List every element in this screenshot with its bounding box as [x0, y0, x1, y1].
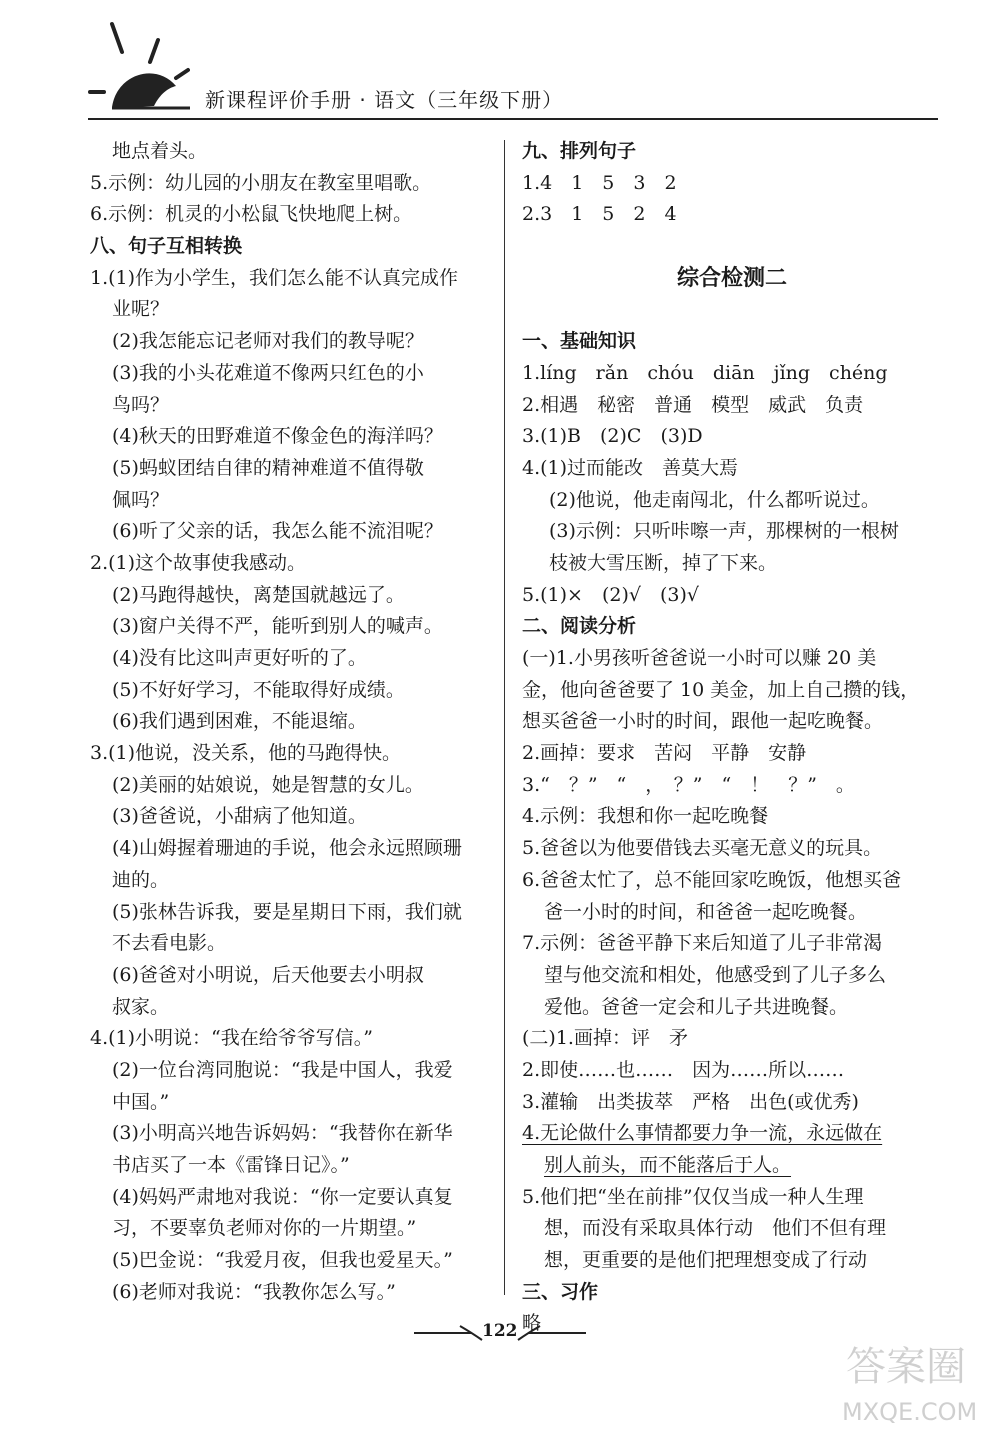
section-heading: 一、基础知识 — [522, 330, 637, 353]
answer-line: 5.他们把“坐在前排”仅仅当成一种人生理 — [522, 1185, 864, 1208]
answer-line: 金，他向爸爸要了 10 美金，加上自己攒的钱， — [522, 678, 920, 701]
answer-line: (4)妈妈严肃地对我说：“你一定要认真复 — [112, 1185, 453, 1208]
answer-line: 中国。” — [112, 1090, 170, 1113]
answer-line: 1.líng rǎn chóu diān jǐng chéng — [522, 361, 888, 384]
right-column — [522, 136, 942, 1340]
answer-line: 想，而没有采取具体行动 他们不但有理 — [544, 1217, 887, 1240]
column-divider — [504, 140, 505, 1295]
answer-line: (6)爸爸对小明说，后天他要去小明叔 — [112, 963, 424, 986]
answer-line: (2)我怎能忘记老师对我们的教导呢？ — [112, 330, 424, 353]
answer-line: 5.爸爸以为他要借钱去买毫无意义的玩具。 — [522, 837, 883, 860]
sun-logo-icon — [0, 0, 190, 130]
answer-line: 6.爸爸太忙了，总不能回家吃晚饭，他想买爸 — [522, 868, 902, 891]
answer-line: 5.(1)× (2)√ (3)√ — [522, 583, 700, 606]
answer-line: 5.示例：幼儿园的小朋友在教室里唱歌。 — [90, 171, 432, 194]
answer-line: 3.(1)他说，没关系，他的马跑得快。 — [90, 742, 402, 765]
answer-line: (5)不好好学习，不能取得好成绩。 — [112, 678, 405, 701]
section-heading: 三、习作 — [522, 1280, 599, 1303]
answer-line: 别人前头，而不能落后于人。 — [544, 1154, 792, 1176]
answer-line: (2)他说，他走南闯北，什么都听说过。 — [549, 488, 880, 511]
answer-line: (4)山姆握着珊迪的手说，他会永远照顾珊 — [112, 837, 462, 860]
section-heading: 九、排列句子 — [522, 140, 637, 162]
answer-line: 迪的。 — [112, 868, 170, 891]
answer-line: 地点着头。 — [112, 140, 208, 162]
answer-line: (5)巴金说：“我爱月夜，但我也爱星天。” — [112, 1249, 453, 1272]
answer-line: 7.示例：爸爸平静下来后知道了儿子非常渴 — [522, 932, 883, 955]
answer-line: 4.示例：我想和你一起吃晚餐 — [522, 805, 769, 828]
answer-line: (2)一位台湾同胞说：“我是中国人，我爱 — [112, 1058, 453, 1081]
answer-line: (二)1.画掉：评 矛 — [522, 1027, 688, 1050]
answer-line: 望与他交流和相处，他感受到了儿子多么 — [544, 963, 887, 986]
answer-line: (6)听了父亲的话，我怎么能不流泪呢？ — [112, 520, 443, 543]
answer-line: 业呢？ — [112, 298, 170, 321]
answer-line: 3.(1)B (2)C (3)D — [522, 425, 703, 448]
answer-line: (2)马跑得越快，离楚国就越远了。 — [112, 583, 405, 606]
answer-line: (3)示例：只听咔嚓一声，那棵树的一根树 — [549, 520, 899, 543]
answer-line: (3)我的小头花难道不像两只红色的小 — [112, 361, 424, 384]
answer-line: 枝被大雪压断，掉了下来。 — [549, 551, 778, 574]
watermark-logo — [836, 1325, 986, 1435]
answer-line: (4)秋天的田野难道不像金色的海洋吗？ — [112, 425, 443, 448]
answer-line: 3.灌输 出类拔萃 严格 出色(或优秀) — [522, 1090, 859, 1113]
spacer — [522, 231, 942, 263]
answer-line: 1.(1)作为小学生，我们怎么能不认真完成作 — [90, 266, 459, 289]
answer-line: 想，更重要的是他们把理想变成了行动 — [544, 1249, 868, 1272]
test-title: 综合检测二 — [676, 265, 787, 291]
svg-text:MXQE.COM: MXQE.COM — [842, 1398, 978, 1426]
answer-line: 爱他。爸爸一定会和儿子共进晚餐。 — [544, 995, 849, 1018]
answer-line: 想买爸爸一小时的时间，跟他一起吃晚餐。 — [522, 710, 884, 733]
page-header — [0, 0, 1000, 130]
answer-line: 2.画掉：要求 苦闷 平静 安静 — [522, 742, 807, 765]
page-number: 122 — [482, 1321, 518, 1341]
header-rule — [88, 118, 938, 120]
answer-line: 4.(1)过而能改 善莫大焉 — [522, 456, 739, 479]
answer-line: 6.示例：机灵的小松鼠飞快地爬上树。 — [90, 203, 413, 226]
answer-line: 鸟吗？ — [112, 393, 170, 416]
answer-line: 习，不要辜负老师对你的一片期望。” — [112, 1217, 417, 1240]
answer-line: 爸一小时的时间，和爸爸一起吃晚餐。 — [544, 900, 868, 923]
answer-line: 叔家。 — [112, 995, 170, 1018]
answer-line: (5)蚂蚁团结自律的精神难道不值得敬 — [112, 456, 424, 479]
answer-line: (一)1.小男孩听爸爸说一小时可以赚 20 美 — [522, 647, 877, 669]
spacer — [522, 294, 942, 326]
answer-line: (6)我们遇到困难，不能退缩。 — [112, 710, 367, 733]
answer-line: (5)张林告诉我，要是星期日下雨，我们就 — [112, 900, 462, 923]
answer-line: 4.(1)小明说：“我在给爷爷写信。” — [90, 1027, 373, 1050]
book-title: 新课程评价手册 · 语文（三年级下册） — [205, 88, 564, 112]
answer-line: (2)美丽的姑娘说，她是智慧的女儿。 — [112, 773, 424, 796]
answer-line: (3)窗户关得不严，能听到别人的喊声。 — [112, 615, 443, 638]
answer-line: 3.“ ？” “ ， ？” “ ！ ？” 。 — [522, 773, 855, 796]
answer-line: 1.4 1 5 3 2 — [522, 171, 677, 194]
answer-line: 2.(1)这个故事使我感动。 — [90, 551, 307, 574]
answer-line: 佩吗？ — [112, 488, 170, 511]
answer-line: (3)小明高兴地告诉妈妈：“我替你在新华 — [112, 1122, 453, 1145]
section-heading: 二、阅读分析 — [522, 615, 637, 638]
section-heading: 八、句子互相转换 — [90, 235, 243, 258]
svg-text:答案圈: 答案圈 — [846, 1344, 966, 1390]
answer-line: 略 — [522, 1312, 542, 1335]
answer-line: (4)没有比这叫声更好听的了。 — [112, 647, 367, 669]
answer-line: 不去看电影。 — [112, 932, 227, 955]
answer-line: 书店买了一本《雷锋日记》。” — [112, 1154, 350, 1176]
answer-line: 2.即使……也…… 因为……所以…… — [522, 1058, 845, 1081]
left-column — [90, 136, 495, 1308]
answer-line: (6)老师对我说：“我教你怎么写。” — [112, 1280, 396, 1303]
answer-line: 4.无论做什么事情都要力争一流，永远做在 — [522, 1122, 883, 1145]
answer-line: 2.3 1 5 2 4 — [522, 203, 677, 226]
answer-line: 2.相遇 秘密 普通 模型 威武 负责 — [522, 393, 864, 416]
answer-line: (3)爸爸说，小甜病了他知道。 — [112, 805, 367, 828]
